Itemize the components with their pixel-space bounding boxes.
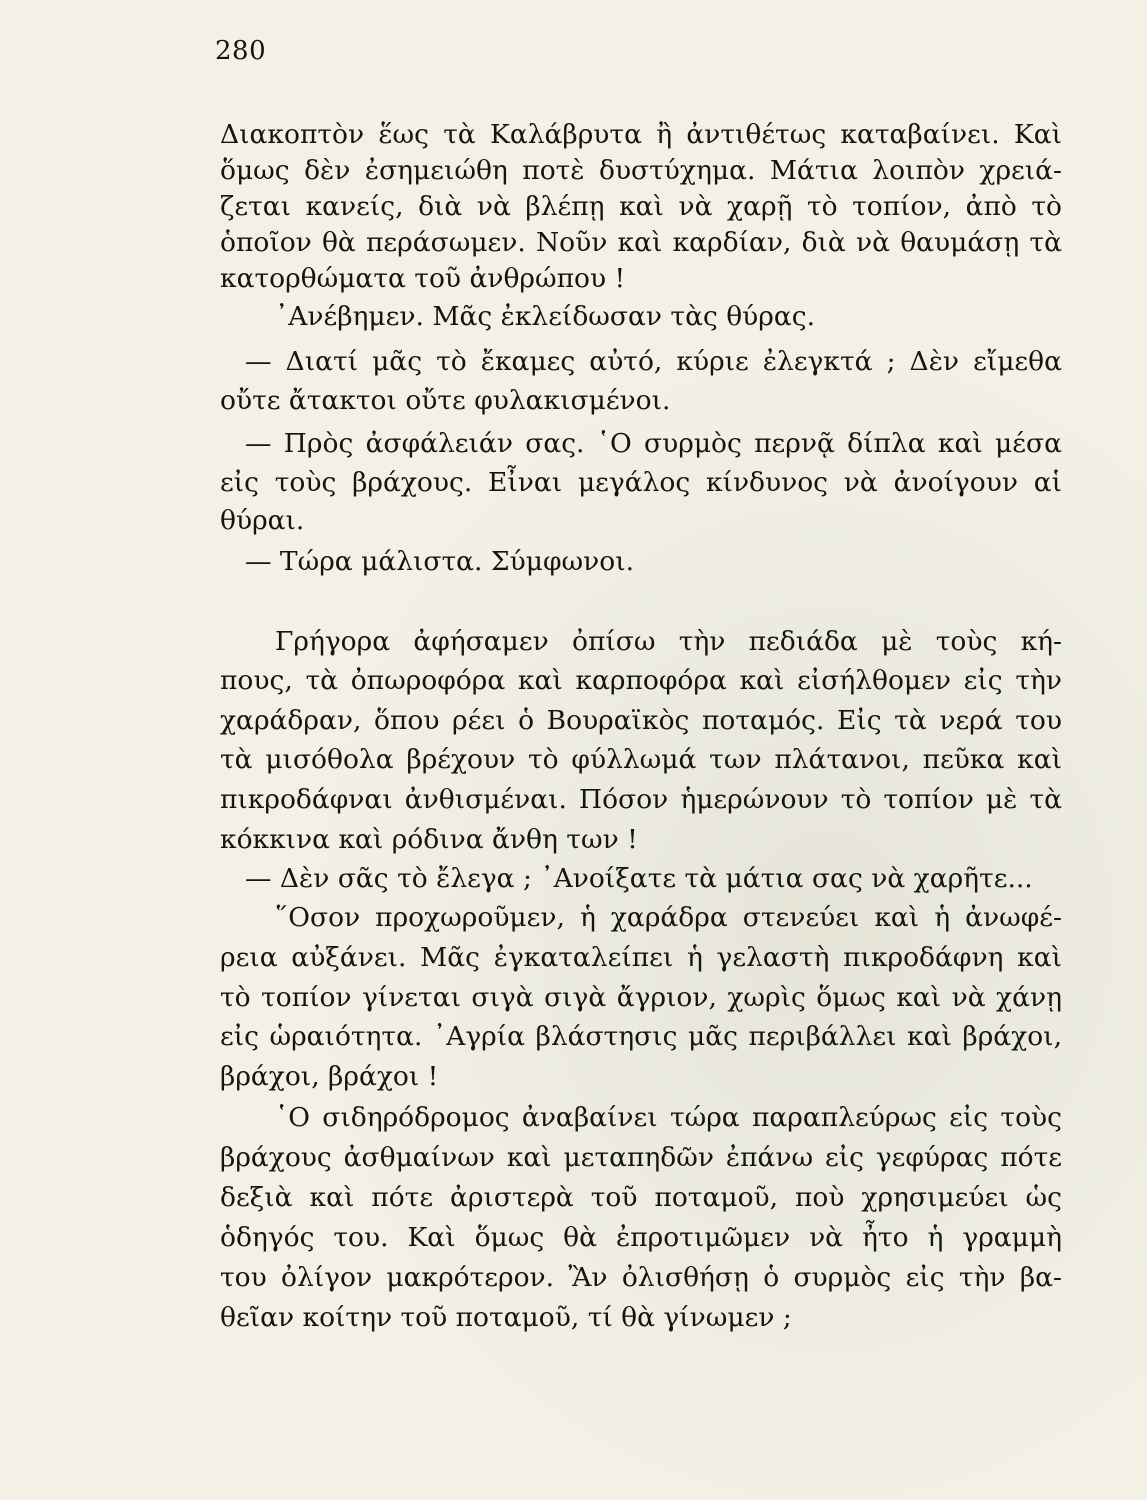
text-line: κόκκινα καὶ ρόδινα ἄνθη των ! bbox=[220, 824, 638, 855]
text-line: Διακοπτὸν ἕως τὰ Καλάβρυτα ἢ ἀντιθέτως καταβαίνει. Καὶ bbox=[220, 119, 1062, 150]
text-line: βράχοι, βράχοι ! bbox=[220, 1061, 439, 1092]
text-line: εἰς ὡραιότητα. ᾿Αγρία βλάστησις μᾶς περιβάλλει καὶ βράχοι, bbox=[220, 1021, 1062, 1052]
text-line: βράχους ἀσθμαίνων καὶ μεταπηδῶν ἐπάνω εἰς γεφύρας πότε bbox=[220, 1142, 1062, 1173]
text-line: οὔτε ἄτακτοι οὔτε φυλακισμένοι. bbox=[220, 385, 671, 416]
text-line: πικροδάφναι ἀνθισμέναι. Πόσον ἡμερώνουν τὸ τοπίον μὲ τὰ bbox=[220, 784, 1062, 815]
page-number: 280 bbox=[215, 36, 267, 66]
text-line: ὁδηγός του. Καὶ ὅμως θὰ ἐπροτιμῶμεν νὰ ἦτο ἡ γραμμὴ bbox=[220, 1222, 1062, 1253]
text-line: — Πρὸς ἀσφάλειάν σας. ῾Ο συρμὸς περνᾷ δίπλα καὶ μέσα bbox=[245, 428, 1062, 459]
text-line: θεῖαν κοίτην τοῦ ποταμοῦ, τί θὰ γίνωμεν ; bbox=[220, 1302, 792, 1333]
text-line: ρεια αὐξάνει. Μᾶς ἐγκαταλείπει ἡ γελαστὴ πικροδάφνη καὶ bbox=[220, 942, 1062, 973]
text-line: πους, τὰ ὀπωροφόρα καὶ καρποφόρα καὶ εἰσήλθομεν εἰς τὴν bbox=[220, 665, 1062, 696]
text-line: ῞Οσον προχωροῦμεν, ἡ χαράδρα στενεύει καὶ ἡ ἀνωφέ- bbox=[275, 902, 1062, 933]
text-line: του ὀλίγον μακρότερον. Ἂν ὀλισθήσῃ ὁ συρμὸς εἰς τὴν βα- bbox=[220, 1262, 1062, 1293]
text-line: ῾Ο σιδηρόδρομος ἀναβαίνει τώρα παραπλεύρως εἰς τοὺς bbox=[275, 1102, 1062, 1133]
text-line: ζεται κανείς, διὰ νὰ βλέπῃ καὶ νὰ χαρῇ τὸ τοπίον, ἀπὸ τὸ bbox=[220, 191, 1062, 222]
text-line: — Δὲν σᾶς τὸ ἔλεγα ; ᾿Ανοίξατε τὰ μάτια σας νὰ χαρῆτε... bbox=[245, 863, 1033, 894]
text-line: τὸ τοπίον γίνεται σιγὰ σιγὰ ἄγριον, χωρὶς ὅμως καὶ νὰ χάνῃ bbox=[220, 982, 1062, 1013]
text-line: — Τώρα μάλιστα. Σύμφωνοι. bbox=[245, 546, 635, 577]
text-line: ὅμως δὲν ἐσημειώθη ποτὲ δυστύχημα. Μάτια λοιπὸν χρειά- bbox=[220, 155, 1062, 186]
text-line: δεξιὰ καὶ πότε ἀριστερὰ τοῦ ποταμοῦ, ποὺ χρησιμεύει ὡς bbox=[220, 1182, 1062, 1213]
text-line: ᾿Ανέβημεν. Μᾶς ἐκλείδωσαν τὰς θύρας. bbox=[275, 301, 816, 332]
text-line: θύραι. bbox=[220, 505, 305, 536]
text-line: ὁποῖον θὰ περάσωμεν. Νοῦν καὶ καρδίαν, διὰ νὰ θαυμάσῃ τὰ bbox=[220, 227, 1062, 258]
text-line: κατορθώματα τοῦ ἀνθρώπου ! bbox=[220, 263, 626, 294]
text-line: — Διατί μᾶς τὸ ἔκαμες αὐτό, κύριε ἐλεγκτά ; Δὲν εἴμεθα bbox=[245, 346, 1062, 377]
text-line: χαράδραν, ὅπου ρέει ὁ Βουραϊκὸς ποταμός. Εἰς τὰ νερά του bbox=[220, 705, 1062, 736]
text-line: τὰ μισόθολα βρέχουν τὸ φύλλωμά των πλάτανοι, πεῦκα καὶ bbox=[220, 744, 1062, 775]
text-line: εἰς τοὺς βράχους. Εἶναι μεγάλος κίνδυνος νὰ ἀνοίγουν αἱ bbox=[220, 467, 1062, 498]
text-line: Γρήγορα ἀφήσαμεν ὀπίσω τὴν πεδιάδα μὲ τοὺς κή- bbox=[275, 626, 1062, 657]
